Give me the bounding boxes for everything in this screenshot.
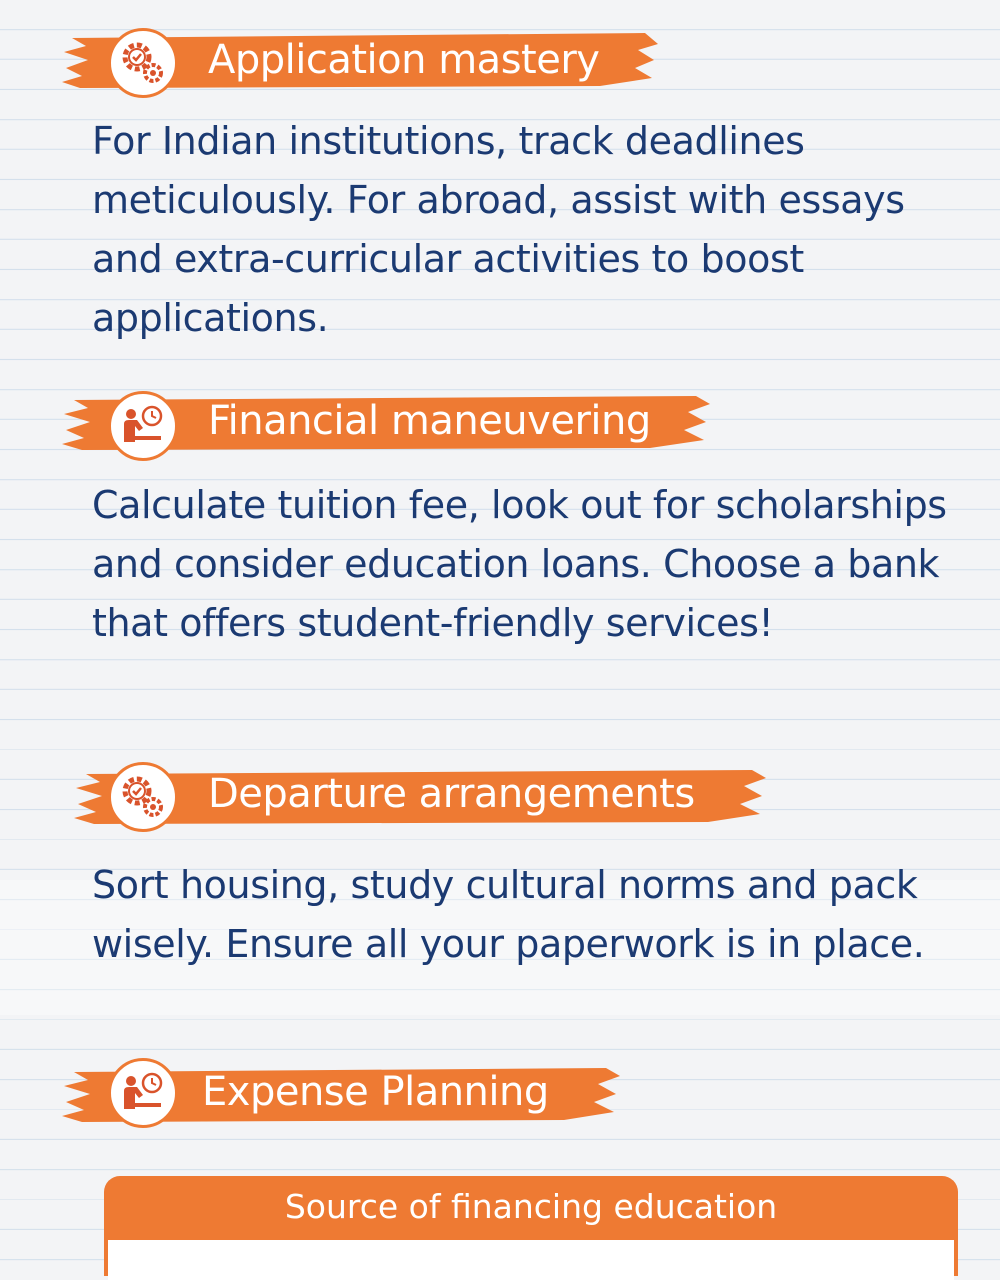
table-body bbox=[108, 1240, 954, 1280]
section-title: Financial maneuvering bbox=[208, 398, 651, 444]
badge bbox=[108, 1058, 178, 1128]
person-clock-icon bbox=[119, 1069, 167, 1117]
section-body: Sort housing, study cultural norms and pack wisely. Ensure all your paperwork is in place. bbox=[92, 863, 925, 966]
section-title: Application mastery bbox=[208, 37, 600, 83]
badge bbox=[108, 391, 178, 461]
badge bbox=[108, 28, 178, 98]
badge bbox=[108, 762, 178, 832]
section-body: For Indian institutions, track deadlines meticulously. For abroad, assist with essays and extra-curricular activities to boost applications. bbox=[92, 119, 905, 340]
financing-table bbox=[104, 1176, 958, 1276]
section-body: Calculate tuition fee, look out for scholarships and consider education loans. Choose a bank that offers student-friendly services! bbox=[92, 483, 947, 645]
section-title: Expense Planning bbox=[202, 1069, 549, 1115]
gears-icon bbox=[119, 39, 167, 87]
gears-icon bbox=[119, 773, 167, 821]
table-header: Source of financing education bbox=[284, 1187, 778, 1226]
person-clock-icon bbox=[119, 402, 167, 450]
section-title: Departure arrangements bbox=[208, 771, 695, 817]
